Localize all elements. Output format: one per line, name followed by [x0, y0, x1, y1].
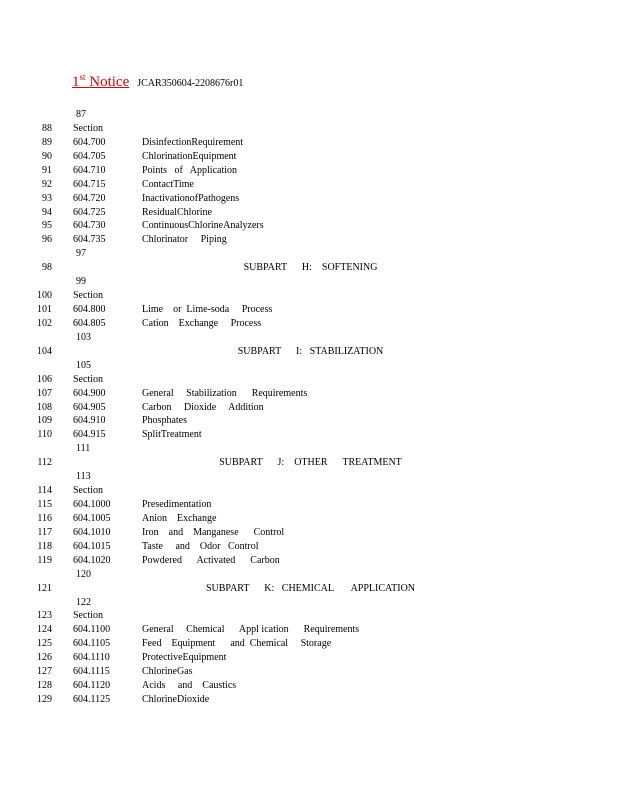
document-line	[0, 651, 618, 665]
document-line	[0, 498, 618, 512]
section-title: ContactTime	[142, 178, 194, 190]
document-line	[0, 665, 618, 679]
section-number: 604.1120	[73, 680, 111, 692]
document-line	[0, 219, 618, 233]
document-line	[0, 192, 618, 206]
section-number: Section	[73, 122, 103, 134]
line-number: 100	[37, 290, 52, 302]
line-number: 114	[37, 485, 52, 497]
section-title: SplitTreatment	[142, 429, 202, 441]
document-line	[0, 359, 618, 373]
section-number: 604.1125	[73, 694, 111, 706]
document-line	[0, 484, 618, 498]
line-number: 109	[37, 415, 52, 427]
line-number: 96	[42, 234, 52, 246]
section-number: 604.725	[73, 206, 106, 218]
document-line	[0, 289, 618, 303]
document-line	[0, 679, 618, 693]
section-title: ResidualChlorine	[142, 206, 212, 218]
section-title: DisinfectionRequirement	[142, 136, 244, 148]
subpart-heading: SUBPART J: OTHER TREATMENT	[219, 457, 402, 469]
line-number: 113	[76, 471, 91, 483]
document-line	[0, 303, 618, 317]
document-line	[0, 164, 618, 178]
notice-header	[72, 74, 243, 91]
line-number: 121	[37, 582, 52, 594]
section-title: Presedimentation	[142, 499, 212, 511]
section-number: 604.800	[73, 304, 106, 316]
document-line	[0, 150, 618, 164]
section-title: ProtectiveEquipment	[142, 652, 227, 664]
subpart-heading: SUBPART I: STABILIZATION	[237, 345, 384, 357]
notice-title	[72, 74, 129, 90]
line-number: 107	[37, 387, 52, 399]
document-line	[0, 582, 618, 596]
section-title: ContinuousChlorineAnalyzers	[142, 220, 264, 232]
line-number: 101	[37, 304, 52, 316]
line-number: 117	[37, 526, 52, 538]
notice-word: Notice	[89, 74, 130, 90]
section-title: Taste and Odor Control	[142, 540, 259, 552]
document-line	[0, 387, 618, 401]
section-number: Section	[73, 610, 103, 622]
document-line	[0, 596, 618, 610]
section-number: 604.720	[73, 192, 106, 204]
section-number: 604.710	[73, 164, 106, 176]
section-title: Iron and Manganese Control	[142, 526, 285, 538]
section-title: Anion Exchange	[142, 512, 217, 524]
document-line	[0, 345, 618, 359]
document-line	[0, 401, 618, 415]
line-number: 108	[37, 401, 52, 413]
line-number: 102	[37, 317, 52, 329]
line-number: 112	[37, 457, 52, 469]
line-number: 116	[37, 512, 52, 524]
document-line	[0, 122, 618, 136]
section-number: 604.700	[73, 136, 106, 148]
document-line	[0, 206, 618, 220]
document-line	[0, 623, 618, 637]
section-number: Section	[73, 485, 103, 497]
section-number: 604.1105	[73, 638, 111, 650]
section-title: Chlorinator Piping	[142, 234, 227, 246]
section-title: Lime or Lime-soda Process	[142, 304, 273, 316]
line-number: 124	[37, 624, 52, 636]
document-line	[0, 247, 618, 261]
section-number: 604.915	[73, 429, 106, 441]
document-line	[0, 693, 618, 707]
section-number: 604.910	[73, 415, 106, 427]
document-line	[0, 178, 618, 192]
section-title: Carbon Dioxide Addition	[142, 401, 264, 413]
section-number: 604.1005	[73, 512, 111, 524]
line-number: 90	[42, 150, 52, 162]
document-line	[0, 637, 618, 651]
section-number: 604.805	[73, 317, 106, 329]
section-number: 604.735	[73, 234, 106, 246]
line-number: 123	[37, 610, 52, 622]
document-line	[0, 233, 618, 247]
section-number: Section	[73, 373, 103, 385]
document-line	[0, 275, 618, 289]
section-number: 604.730	[73, 220, 106, 232]
line-number: 118	[37, 540, 52, 552]
line-number: 97	[76, 248, 86, 260]
line-number: 87	[76, 109, 86, 120]
document-line	[0, 317, 618, 331]
document-line	[0, 470, 618, 484]
section-number: 604.1015	[73, 540, 111, 552]
section-title: General Stabilization Requirements	[142, 387, 308, 399]
subpart-heading: SUBPART K: CHEMICAL APPLICATION	[205, 582, 416, 594]
line-number: 89	[42, 136, 52, 148]
document-line	[0, 442, 618, 456]
section-number: 604.715	[73, 178, 106, 190]
section-number: 604.1000	[73, 499, 111, 511]
line-number: 122	[76, 596, 91, 608]
line-number: 88	[42, 122, 52, 134]
line-number: 125	[37, 638, 52, 650]
line-number: 92	[42, 178, 52, 190]
section-number: 604.900	[73, 387, 106, 399]
section-number: 604.1020	[73, 554, 111, 566]
document-line	[0, 331, 618, 345]
line-number: 93	[42, 192, 52, 204]
section-title: Powdered Activated Carbon	[142, 554, 280, 566]
notice-number: 1	[72, 74, 80, 90]
line-number: 95	[42, 220, 52, 232]
jcar-code: JCAR350604-2208676r01	[137, 78, 244, 89]
section-title: Feed Equipment and Chemical Storage	[142, 638, 332, 650]
section-title: Cation Exchange Process	[142, 317, 262, 329]
section-title: Acids and Caustics	[142, 680, 237, 692]
section-number: 604.1100	[73, 624, 111, 636]
document-line	[0, 136, 618, 150]
document-line	[0, 568, 618, 582]
line-number: 103	[76, 331, 91, 343]
section-number: 604.1010	[73, 526, 111, 538]
document-line	[0, 108, 618, 122]
document-line	[0, 526, 618, 540]
line-number: 106	[37, 373, 52, 385]
section-number: 604.705	[73, 150, 106, 162]
document-line	[0, 512, 618, 526]
document-line	[0, 456, 618, 470]
line-number: 119	[37, 554, 52, 566]
section-number: 604.1115	[73, 666, 110, 678]
document-line	[0, 414, 618, 428]
section-number: 604.905	[73, 401, 106, 413]
line-number: 127	[37, 666, 52, 678]
line-number: 91	[42, 164, 52, 176]
section-title: ChlorineDioxide	[142, 694, 210, 706]
document-line	[0, 609, 618, 623]
line-number: 99	[76, 276, 86, 288]
line-number: 94	[42, 206, 52, 218]
section-title: InactivationofPathogens	[142, 192, 240, 204]
line-number: 105	[76, 359, 91, 371]
line-number: 98	[42, 262, 52, 274]
section-number: 604.1110	[73, 652, 110, 664]
document-line	[0, 261, 618, 275]
section-title: Points of Application	[142, 164, 237, 176]
subpart-heading: SUBPART H: SOFTENING	[243, 262, 378, 274]
line-number: 120	[76, 568, 91, 580]
line-number: 115	[37, 499, 52, 511]
line-number: 104	[37, 345, 52, 357]
section-title: ChlorinationEquipment	[142, 150, 237, 162]
document-line	[0, 373, 618, 387]
line-number: 111	[76, 443, 91, 455]
notice-suffix: st	[79, 72, 86, 82]
section-number: Section	[73, 290, 103, 302]
section-title: Phosphates	[142, 415, 187, 427]
line-number: 110	[37, 429, 52, 441]
section-title: ChlorineGas	[142, 666, 193, 678]
line-number: 128	[37, 680, 52, 692]
section-title: General Chemical Appl ication Requirements	[142, 624, 360, 636]
document-line	[0, 428, 618, 442]
line-number: 126	[37, 652, 52, 664]
document-line	[0, 554, 618, 568]
line-number: 129	[37, 694, 52, 706]
document-line	[0, 540, 618, 554]
